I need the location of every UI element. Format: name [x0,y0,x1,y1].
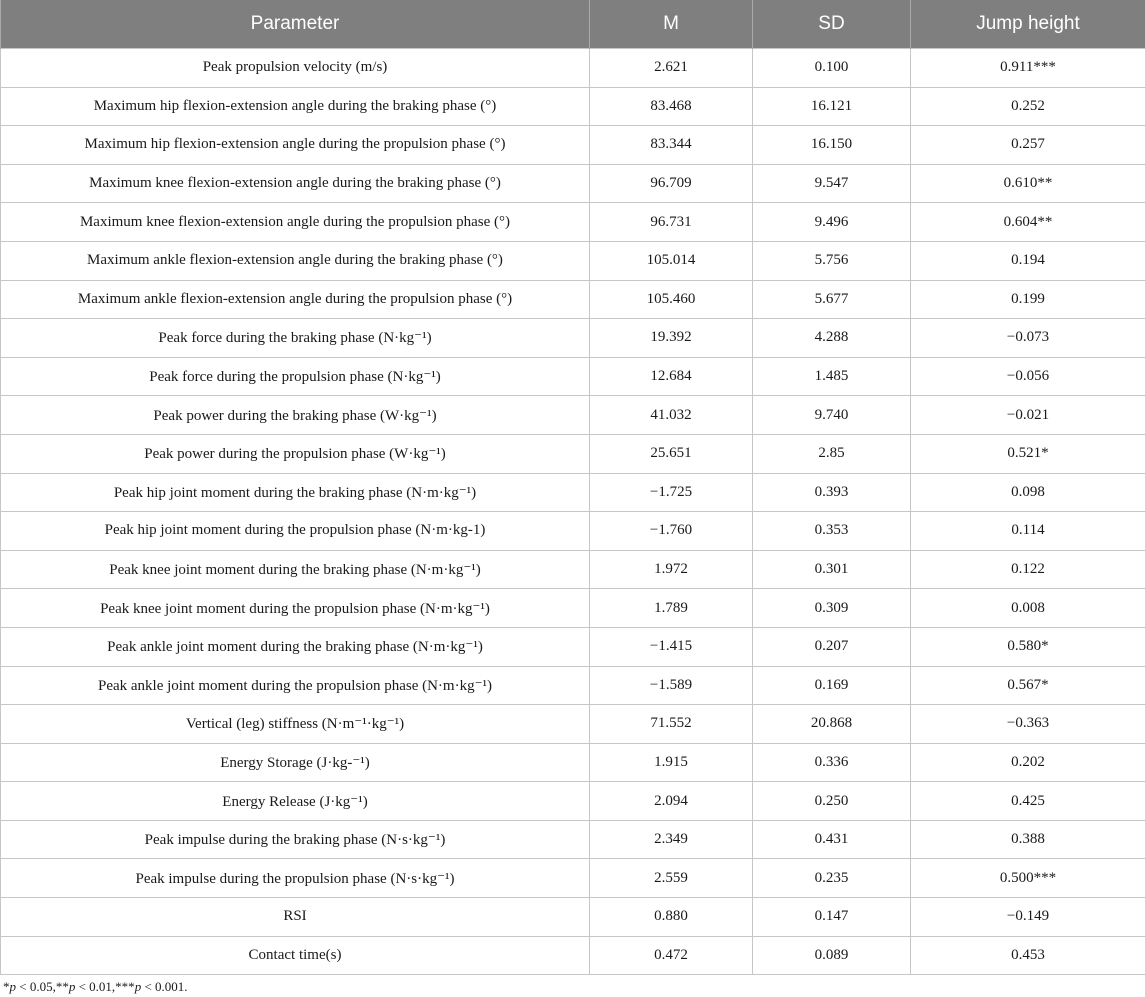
mean-cell: 105.460 [590,280,753,319]
table-row [1,319,1145,358]
sd-cell: 0.089 [753,936,911,975]
mean-cell: 2.621 [590,49,753,88]
parameter-cell: Vertical (leg) stiffness (N·m⁻¹·kg⁻¹) [1,705,590,744]
footnote-text: * [3,979,10,994]
table-row [1,434,1145,473]
table-row [1,666,1145,705]
parameter-cell: Peak knee joint moment during the propulsion phase (N·m·kg⁻¹) [1,589,590,628]
jump-height-cell: −0.149 [911,898,1145,937]
mean-cell: −1.760 [590,512,753,551]
mean-cell: 1.789 [590,589,753,628]
footnote-text: < 0.001. [141,979,188,994]
parameter-cell: Peak knee joint moment during the braking phase (N·m·kg⁻¹) [1,550,590,589]
table-row [1,357,1145,396]
sd-cell: 0.309 [753,589,911,628]
parameter-cell: Peak power during the propulsion phase (W·kg⁻¹) [1,434,590,473]
table-row [1,396,1145,435]
jump-height-cell: 0.008 [911,589,1145,628]
p-value-symbol: p [9,979,16,994]
parameter-cell: Peak force during the braking phase (N·kg⁻¹) [1,319,590,358]
mean-cell: 83.468 [590,87,753,126]
mean-cell: 2.094 [590,782,753,821]
parameter-cell: Energy Storage (J·kg-⁻¹) [1,743,590,782]
parameter-cell: Peak power during the braking phase (W·kg⁻¹) [1,396,590,435]
sd-cell: 9.496 [753,203,911,242]
jump-height-cell: 0.580* [911,627,1145,666]
table-row [1,859,1145,898]
table-row [1,241,1145,280]
parameter-cell: Maximum ankle flexion-extension angle during the propulsion phase (°) [1,280,590,319]
mean-cell: 0.472 [590,936,753,975]
parameter-cell: Peak ankle joint moment during the propulsion phase (N·m·kg⁻¹) [1,666,590,705]
parameter-cell: Maximum knee flexion-extension angle during the braking phase (°) [1,164,590,203]
jump-height-cell: 0.202 [911,743,1145,782]
sd-cell: 9.547 [753,164,911,203]
p-value-symbol: p [68,979,76,994]
header-mean: M [590,0,753,49]
table-row [1,164,1145,203]
jump-height-cell: 0.453 [911,936,1145,975]
jump-height-cell: 0.610** [911,164,1145,203]
jump-height-cell: 0.252 [911,87,1145,126]
table-row [1,550,1145,589]
jump-height-cell: 0.604** [911,203,1145,242]
header-row [1,0,1145,49]
mean-cell: 19.392 [590,319,753,358]
sd-cell: 0.169 [753,666,911,705]
jump-height-cell: −0.056 [911,357,1145,396]
table-row [1,627,1145,666]
mean-cell: 25.651 [590,434,753,473]
mean-cell: 96.709 [590,164,753,203]
mean-cell: 71.552 [590,705,753,744]
sd-cell: 0.336 [753,743,911,782]
sd-cell: 1.485 [753,357,911,396]
table-row [1,743,1145,782]
header-parameter: Parameter [1,0,590,49]
jump-height-cell: 0.500*** [911,859,1145,898]
p-value-symbol: p [134,979,142,994]
mean-cell: −1.415 [590,627,753,666]
parameter-cell: RSI [1,898,590,937]
sd-cell: 0.301 [753,550,911,589]
jump-height-cell: 0.257 [911,126,1145,165]
sd-cell: 5.677 [753,280,911,319]
table-row [1,280,1145,319]
jump-height-cell: 0.521* [911,434,1145,473]
parameter-cell: Peak impulse during the braking phase (N·s·kg⁻¹) [1,820,590,859]
mean-cell: 2.559 [590,859,753,898]
significance-footnote [3,979,188,995]
sd-cell: 0.147 [753,898,911,937]
sd-cell: 20.868 [753,705,911,744]
table-row [1,126,1145,165]
parameter-cell: Maximum hip flexion-extension angle during the propulsion phase (°) [1,126,590,165]
sd-cell: 0.235 [753,859,911,898]
parameter-cell: Maximum hip flexion-extension angle during the braking phase (°) [1,87,590,126]
table-row [1,782,1145,821]
jump-height-cell: 0.098 [911,473,1145,512]
sd-cell: 0.207 [753,627,911,666]
parameter-cell: Maximum knee flexion-extension angle during the propulsion phase (°) [1,203,590,242]
parameter-cell: Peak hip joint moment during the propulsion phase (N·m·kg-1) [1,512,590,551]
table-row [1,512,1145,551]
sd-cell: 16.150 [753,126,911,165]
jump-height-cell: 0.199 [911,280,1145,319]
sd-cell: 4.288 [753,319,911,358]
mean-cell: −1.589 [590,666,753,705]
sd-cell: 9.740 [753,396,911,435]
jump-height-cell: 0.911*** [911,49,1145,88]
mean-cell: 83.344 [590,126,753,165]
jump-height-cell: 0.425 [911,782,1145,821]
mean-cell: 0.880 [590,898,753,937]
table-row [1,87,1145,126]
jump-height-cell: 0.388 [911,820,1145,859]
mean-cell: 2.349 [590,820,753,859]
parameter-cell: Contact time(s) [1,936,590,975]
header-sd: SD [753,0,911,49]
jump-height-cell: 0.114 [911,512,1145,551]
table-row [1,820,1145,859]
sd-cell: 5.756 [753,241,911,280]
jump-height-cell: 0.194 [911,241,1145,280]
parameter-cell: Peak force during the propulsion phase (N·kg⁻¹) [1,357,590,396]
footnote-text: < 0.01,*** [75,979,135,994]
mean-cell: −1.725 [590,473,753,512]
parameter-cell: Maximum ankle flexion-extension angle during the braking phase (°) [1,241,590,280]
table-row [1,705,1145,744]
mean-cell: 1.972 [590,550,753,589]
sd-cell: 0.393 [753,473,911,512]
parameter-cell: Peak impulse during the propulsion phase (N·s·kg⁻¹) [1,859,590,898]
mean-cell: 12.684 [590,357,753,396]
jump-height-cell: 0.122 [911,550,1145,589]
sd-cell: 0.100 [753,49,911,88]
mean-cell: 1.915 [590,743,753,782]
jump-height-cell: −0.073 [911,319,1145,358]
sd-cell: 16.121 [753,87,911,126]
mean-cell: 105.014 [590,241,753,280]
mean-cell: 41.032 [590,396,753,435]
jump-height-cell: −0.021 [911,396,1145,435]
parameter-cell: Peak ankle joint moment during the braking phase (N·m·kg⁻¹) [1,627,590,666]
sd-cell: 0.353 [753,512,911,551]
table-row [1,203,1145,242]
table-row [1,49,1145,88]
sd-cell: 2.85 [753,434,911,473]
table-row [1,473,1145,512]
table-row [1,898,1145,937]
header-jump-height: Jump height [911,0,1145,49]
table-header [1,0,1145,49]
jump-height-cell: −0.363 [911,705,1145,744]
mean-cell: 96.731 [590,203,753,242]
sd-cell: 0.250 [753,782,911,821]
parameter-cell: Energy Release (J·kg⁻¹) [1,782,590,821]
table-body [1,49,1145,975]
parameter-cell: Peak hip joint moment during the braking phase (N·m·kg⁻¹) [1,473,590,512]
sd-cell: 0.431 [753,820,911,859]
table-row [1,936,1145,975]
footnote-text: < 0.05,** [16,979,69,994]
table-row [1,589,1145,628]
parameter-cell: Peak propulsion velocity (m/s) [1,49,590,88]
jump-height-cell: 0.567* [911,666,1145,705]
